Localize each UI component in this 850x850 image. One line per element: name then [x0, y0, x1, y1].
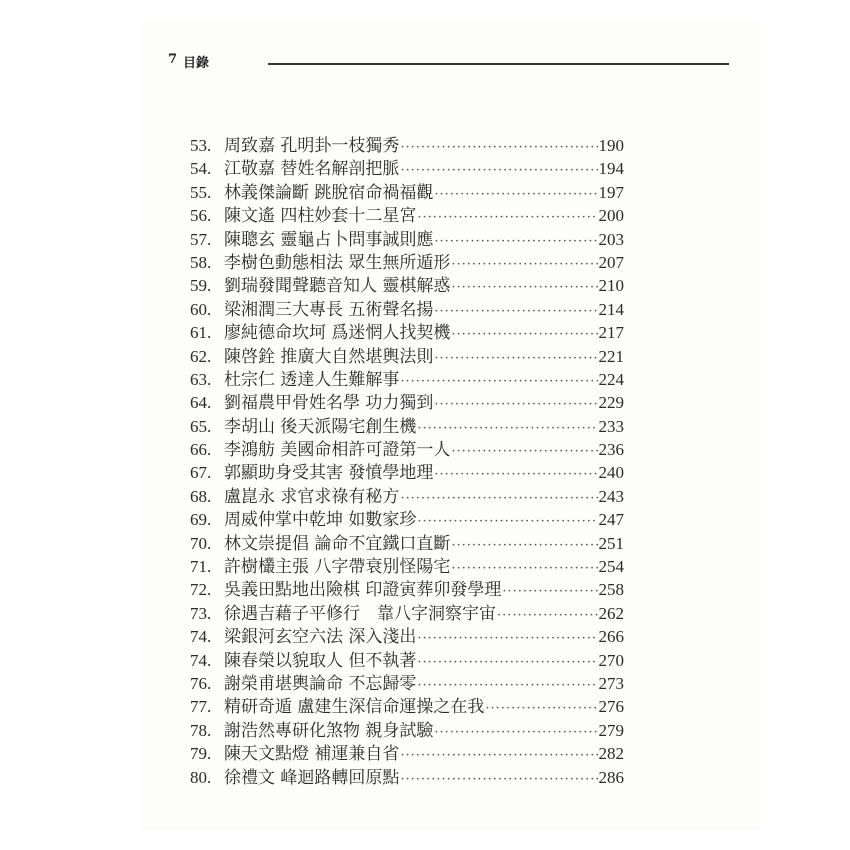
header-section-title: 目錄	[183, 56, 210, 71]
toc-entry	[190, 692, 624, 718]
entry-number: 77.	[190, 697, 212, 717]
dot-leader	[417, 655, 597, 670]
entry-number: 64.	[190, 393, 212, 413]
entry-number: 67.	[190, 463, 212, 483]
entry-page-number: 200	[598, 206, 624, 226]
toc-entry	[190, 622, 624, 648]
dot-leader	[434, 187, 597, 202]
entry-page-number: 203	[598, 229, 624, 249]
entry-page-number: 266	[598, 627, 624, 647]
toc-entry	[190, 342, 624, 365]
entry-title: 吳義田點地出險棋 印證寅葬卯發學理	[224, 580, 502, 601]
entry-number: 63.	[190, 369, 212, 389]
entry-number: 73.	[190, 603, 212, 623]
entry-title: 陳啓銓 推廣大自然堪輿法則	[224, 346, 434, 367]
dot-leader	[497, 608, 598, 623]
dot-leader	[451, 280, 597, 295]
entry-title: 李胡山 後天派陽宅創生機	[224, 416, 417, 437]
entry-title: 精研奇遁 盧建生深信命運操之在我	[224, 697, 485, 718]
dot-leader	[434, 304, 597, 319]
entry-title: 廖純德命坎坷 爲迷惘人找契機	[224, 323, 451, 344]
dot-leader	[434, 725, 597, 740]
entry-number: 61.	[190, 323, 212, 343]
entry-page-number: 254	[598, 557, 624, 577]
entry-number: 57.	[190, 229, 212, 249]
entry-title: 李鴻舫 美國命相許可證第一人	[224, 440, 451, 461]
entry-title: 郭顯助身受其害 發憤學地理	[224, 463, 434, 484]
dot-leader	[451, 327, 597, 342]
entry-number: 55.	[190, 182, 212, 202]
dot-leader	[417, 210, 597, 225]
entry-title: 徐遇吉藉子平修行 靠八字洞察宇宙	[224, 603, 496, 624]
toc-entry	[190, 716, 624, 739]
entry-page-number: 210	[598, 276, 624, 296]
dot-leader	[451, 257, 597, 272]
entry-page-number: 240	[598, 463, 624, 483]
header-rule	[268, 63, 729, 65]
entry-page-number: 214	[598, 299, 624, 319]
toc-entry	[190, 201, 624, 227]
toc-entry	[190, 575, 624, 601]
entry-title: 林義傑論斷 跳脫宿命禍福觀	[224, 182, 434, 203]
entry-number: 56.	[190, 206, 212, 226]
entry-number: 78.	[190, 720, 212, 740]
entry-page-number: 247	[598, 510, 624, 530]
dot-leader	[434, 397, 597, 412]
entry-number: 80.	[190, 767, 212, 787]
entry-page-number: 207	[598, 252, 624, 272]
table-of-contents	[190, 131, 624, 786]
toc-entry	[190, 318, 624, 344]
toc-entry	[190, 388, 624, 414]
entry-number: 74.	[190, 650, 212, 670]
toc-entry	[190, 365, 624, 388]
entry-title: 周威仲掌中乾坤 如數家珍	[224, 510, 417, 531]
header-page-number: 7	[168, 52, 178, 67]
entry-number: 68.	[190, 486, 212, 506]
entry-number: 54.	[190, 159, 212, 179]
entry-page-number: 194	[598, 159, 624, 179]
entry-title: 謝榮甫堪輿論命 不忘歸零	[224, 673, 417, 694]
entry-number: 72.	[190, 580, 212, 600]
dot-leader	[434, 467, 597, 482]
entry-title: 梁湘潤三大專長 五術聲名揚	[224, 299, 434, 320]
entry-title: 許樹欉主張 八字帶衰別怪陽宅	[224, 557, 451, 578]
dot-leader	[451, 444, 597, 459]
entry-page-number: 270	[598, 650, 624, 670]
entry-title: 謝浩然專研化煞物 親身試驗	[224, 720, 434, 741]
entry-page-number: 282	[598, 744, 624, 764]
entry-page-number: 251	[598, 533, 624, 553]
entry-title: 盧崑永 求官求祿有秘方	[224, 486, 400, 507]
entry-number: 58.	[190, 252, 212, 272]
entry-title: 陳聰玄 靈龜占卜問事誠則應	[224, 229, 434, 250]
entry-title: 劉瑞發聞聲聽音知人 靈棋解惑	[224, 276, 451, 297]
toc-entry	[190, 669, 624, 692]
dot-leader	[400, 140, 597, 155]
dot-leader	[485, 701, 597, 716]
entry-page-number: 224	[598, 369, 624, 389]
dot-leader	[417, 514, 597, 529]
entry-number: 65.	[190, 416, 212, 436]
dot-leader	[400, 491, 597, 506]
toc-entry	[190, 295, 624, 318]
entry-title: 梁銀河玄空六法 深入淺出	[224, 627, 417, 648]
toc-entry	[190, 435, 624, 461]
entry-page-number: 229	[598, 393, 624, 413]
toc-entry	[190, 178, 624, 201]
dot-leader	[451, 561, 597, 576]
entry-title: 劉福農甲骨姓名學 功力獨到	[224, 393, 434, 414]
entry-page-number: 233	[598, 416, 624, 436]
toc-entry	[190, 248, 624, 271]
entry-number: 71.	[190, 557, 212, 577]
entry-page-number: 243	[598, 486, 624, 506]
entry-title: 李樹色動態相法 眾生無所遁形	[224, 252, 451, 273]
entry-number: 76.	[190, 673, 212, 693]
entry-title: 陳天文點燈 補運兼自省	[224, 744, 400, 765]
entry-page-number: 217	[598, 323, 624, 343]
dot-leader	[417, 421, 597, 436]
entry-number: 74.	[190, 627, 212, 647]
entry-page-number: 221	[598, 346, 624, 366]
entry-number: 66.	[190, 440, 212, 460]
entry-number: 69.	[190, 510, 212, 530]
entry-number: 70.	[190, 533, 212, 553]
entry-number: 60.	[190, 299, 212, 319]
dot-leader	[417, 678, 597, 693]
entry-page-number: 273	[598, 673, 624, 693]
entry-page-number: 286	[598, 767, 624, 787]
entry-title: 陳春榮以貌取人 但不執著	[224, 650, 417, 671]
entry-title: 周致嘉 孔明卦一枝獨秀	[224, 136, 400, 156]
entry-title: 林文崇提倡 論命不宜鐵口直斷	[224, 533, 451, 554]
toc-entry	[190, 599, 624, 622]
toc-entry	[190, 505, 624, 531]
entry-number: 62.	[190, 346, 212, 366]
toc-entry	[190, 739, 624, 765]
entry-title: 江敬嘉 替姓名解剖把脈	[224, 159, 400, 180]
entry-title: 杜宗仁 透達人生難解事	[224, 369, 400, 390]
toc-entry	[190, 271, 624, 297]
dot-leader	[451, 538, 597, 553]
dot-leader	[400, 748, 597, 763]
toc-entry	[190, 458, 624, 484]
running-header	[168, 52, 209, 71]
dot-leader	[400, 374, 597, 389]
dot-leader	[434, 234, 597, 249]
entry-number: 59.	[190, 276, 212, 296]
entry-number: 79.	[190, 744, 212, 764]
entry-page-number: 190	[598, 136, 624, 155]
entry-number: 53.	[190, 136, 212, 155]
entry-title: 徐禮文 峰迴路轉回原點	[224, 767, 400, 788]
dot-leader	[400, 772, 597, 787]
dot-leader	[502, 584, 597, 599]
toc-entry	[190, 412, 624, 435]
dot-leader	[417, 631, 597, 646]
entry-page-number: 279	[598, 720, 624, 740]
entry-page-number: 236	[598, 440, 624, 460]
entry-page-number: 258	[598, 580, 624, 600]
toc-entry	[190, 763, 624, 786]
toc-entry	[190, 131, 624, 154]
entry-page-number: 197	[598, 182, 624, 202]
entry-title: 陳文遙 四柱妙套十二星宮	[224, 206, 417, 227]
dot-leader	[434, 351, 597, 366]
entry-page-number: 276	[598, 697, 624, 717]
dot-leader	[400, 163, 597, 178]
toc-entry	[190, 225, 624, 248]
toc-entry	[190, 529, 624, 552]
toc-entry	[190, 482, 624, 505]
toc-entry	[190, 646, 624, 669]
toc-entry	[190, 154, 624, 180]
toc-entry	[190, 552, 624, 578]
entry-page-number: 262	[598, 603, 624, 623]
